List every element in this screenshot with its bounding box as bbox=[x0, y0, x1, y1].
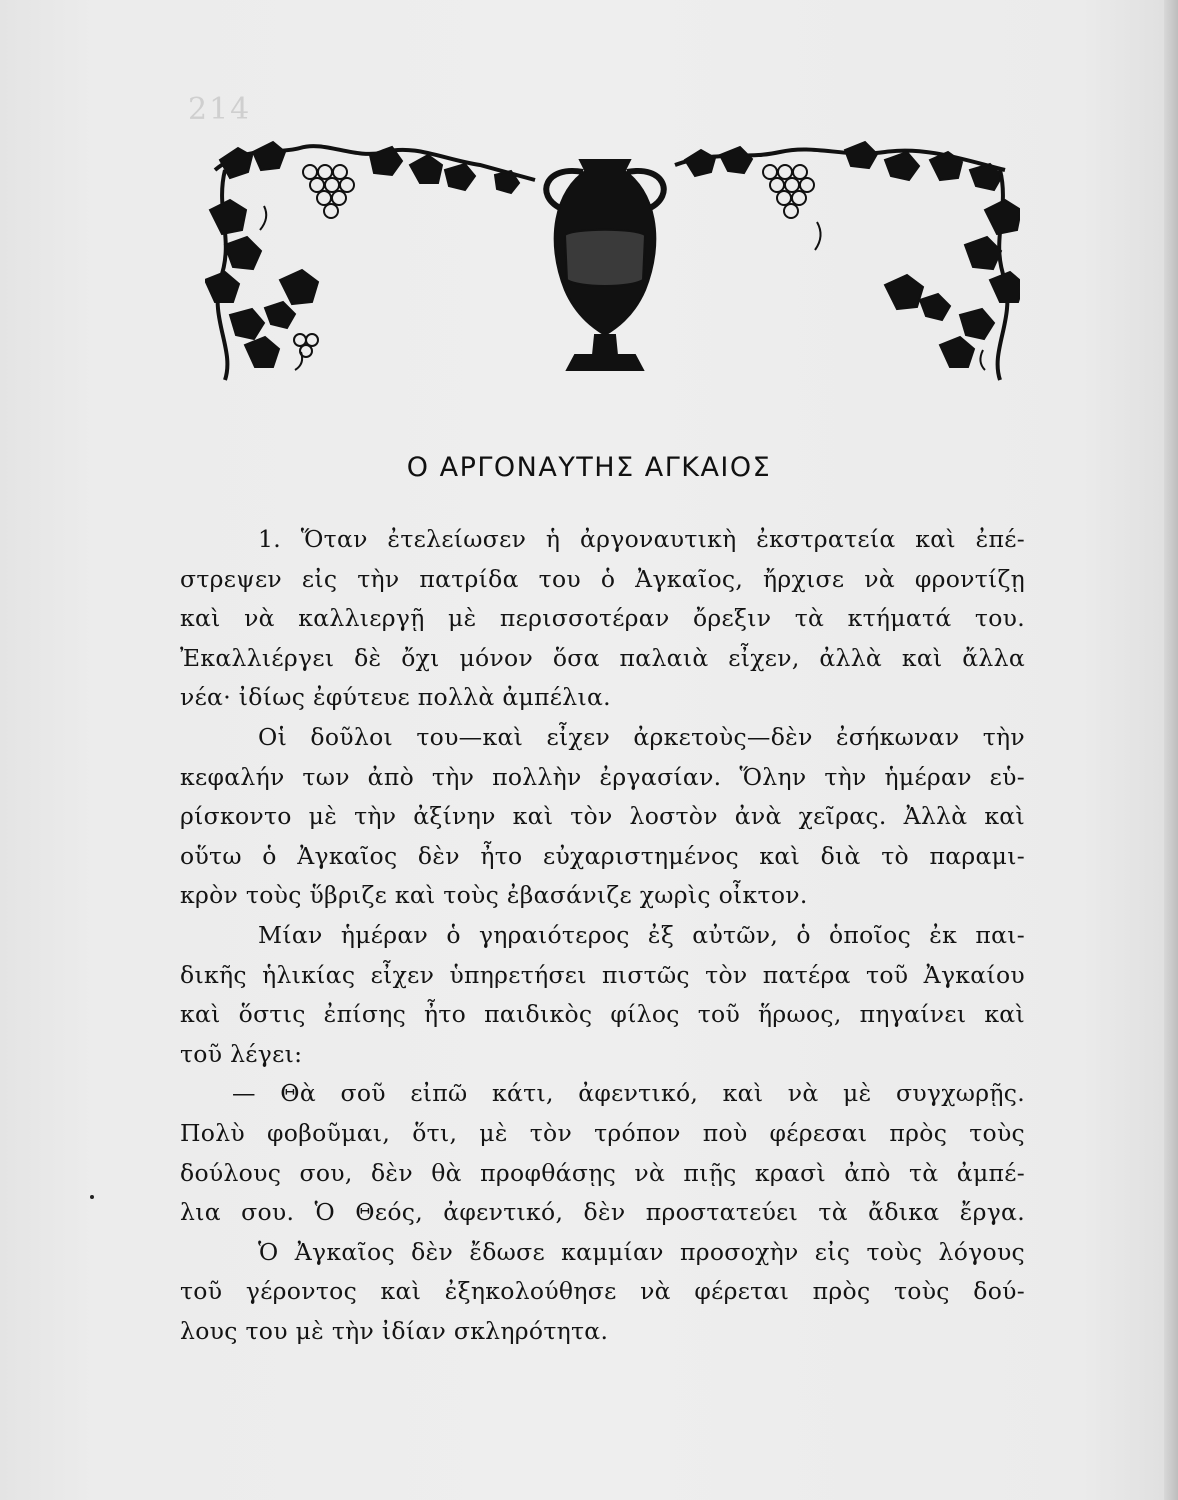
text-line: τοῦ γέροντος καὶ ἐξηκολούθησε νὰ φέρεται πρὸς τοὺς δού- bbox=[180, 1277, 1025, 1306]
chapter-title: Ο ΑΡΓΟΝΑΥΤΗΣ ΑΓΚΑΙΟΣ bbox=[406, 452, 772, 483]
text-line: κεφαλήν των ἀπὸ τὴν πολλὴν ἐργασίαν. Ὅλην τὴν ἡμέραν εὑ- bbox=[180, 762, 1025, 791]
text-line: Μίαν ἡμέραν ὁ γηραιότερος ἐξ αὐτῶν, ὁ ὁποῖος ἐκ παι- bbox=[258, 920, 1025, 949]
page-edge-shadow bbox=[1164, 0, 1178, 1500]
text-line: λια σου. Ὁ Θεός, ἀφεντικό, δὲν προστατεύει τὰ ἄδικα ἔργα. bbox=[180, 1198, 1025, 1227]
text-line: οὕτω ὁ Ἀγκαῖος δὲν ἦτο εὐχαριστημένος καὶ διὰ τὸ παραμι- bbox=[180, 841, 1025, 870]
text-line: 1. Ὅταν ἐτελείωσεν ἡ ἀργοναυτικὴ ἐκστρατεία καὶ ἐπέ- bbox=[258, 525, 1025, 553]
text-line: — Θὰ σοῦ εἰπῶ κάτι, ἀφεντικό, καὶ νὰ μὲ συγχωρῇς. bbox=[232, 1079, 1025, 1108]
text-line: Ἐκαλλιέργει δὲ ὄχι μόνον ὅσα παλαιὰ εἶχεν, ἀλλὰ καὶ ἄλλα bbox=[180, 643, 1025, 672]
text-line: καὶ νὰ καλλιεργῇ μὲ περισσοτέραν ὄρεξιν τὰ κτήματά του. bbox=[180, 604, 1025, 633]
text-line: λους του μὲ τὴν ἰδίαν σκληρότητα. bbox=[180, 1316, 609, 1345]
text-line: Ὁ Ἀγκαῖος δὲν ἔδωσε καμμίαν προσοχὴν εἰς τοὺς λόγους bbox=[258, 1237, 1025, 1266]
body-text bbox=[180, 520, 1025, 1351]
text-line: κρὸν τοὺς ὕβριζε καὶ τοὺς ἐβασάνιζε χωρὶς οἶκτον. bbox=[180, 881, 808, 910]
text-line: νέα· ἰδίως ἐφύτευε πολλὰ ἀμπέλια. bbox=[180, 683, 611, 712]
text-line: δικῆς ἡλικίας εἶχεν ὑπηρετήσει πιστῶς τὸν πατέρα τοῦ Ἀγκαίου bbox=[180, 960, 1025, 989]
text-line: στρεψεν εἰς τὴν πατρίδα του ὁ Ἀγκαῖος, ἤρχισε νὰ φροντίζῃ bbox=[180, 564, 1025, 593]
text-line: Οἱ δοῦλοι του—καὶ εἶχεν ἀρκετοὺς—δὲν ἐσήκωναν τὴν bbox=[258, 722, 1025, 751]
text-line: ρίσκοντο μὲ τὴν ἀξίνην καὶ τὸν λοστὸν ἀνὰ χεῖρας. Ἀλλὰ καὶ bbox=[180, 802, 1025, 831]
page-number: 214 bbox=[188, 92, 252, 127]
ink-speck bbox=[90, 1195, 94, 1199]
text-line: Πολὺ φοβοῦμαι, ὅτι, μὲ τὸν τρόπον ποὺ φέρεσαι πρὸς τοὺς bbox=[180, 1118, 1025, 1147]
text-line: τοῦ λέγει: bbox=[180, 1039, 303, 1068]
vine-amphora-headpiece bbox=[205, 130, 1020, 392]
text-line: δούλους σου, δὲν θὰ προφθάσῃς νὰ πιῇς κρασὶ ἀπὸ τὰ ἀμπέ- bbox=[180, 1158, 1025, 1187]
text-line: καὶ ὅστις ἐπίσης ἦτο παιδικὸς φίλος τοῦ ἥρωος, πηγαίνει καὶ bbox=[180, 1000, 1025, 1029]
